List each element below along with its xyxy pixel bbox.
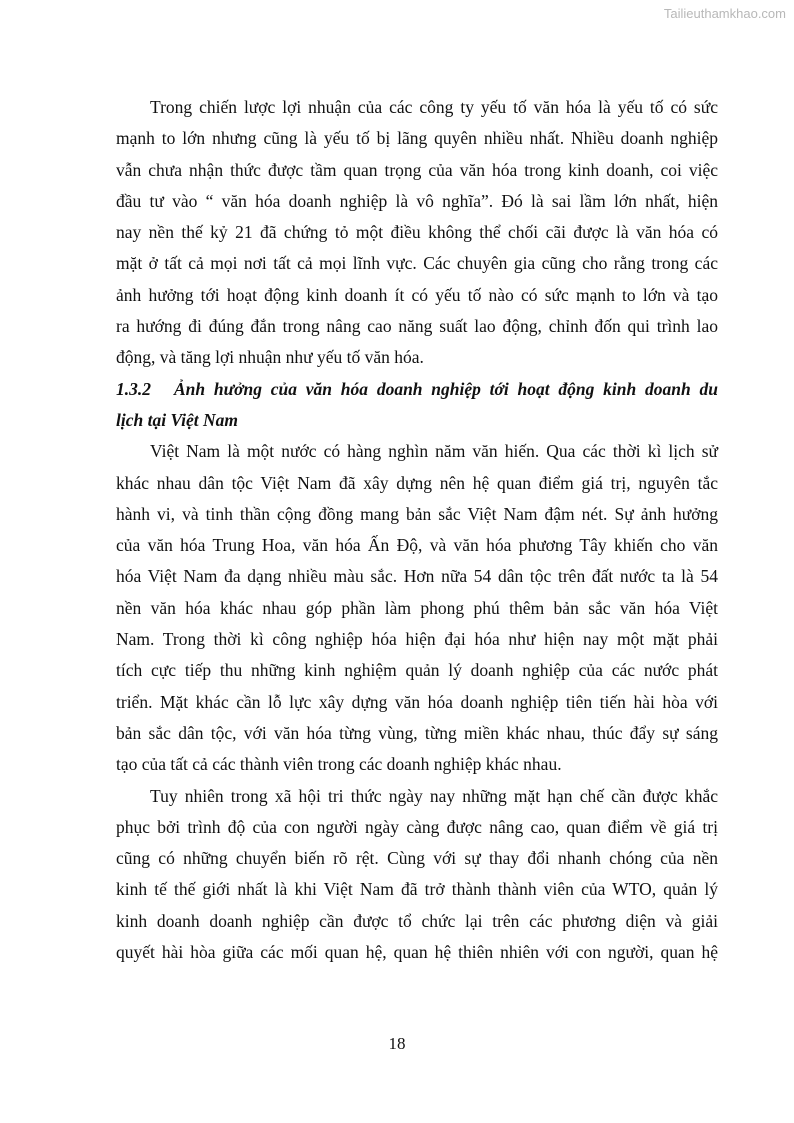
- text-line: nền văn hóa khác nhau góp phần làm phong phú thêm bản sắc văn hóa Việt: [116, 597, 718, 618]
- text-line: hóa Việt Nam đa dạng nhiều màu sắc. Hơn nữa 54 dân tộc trên đất nước ta là 54: [116, 566, 718, 587]
- text-line: đầu tư vào “ văn hóa doanh nghiệp là vô nghĩa”. Đó là sai lầm lớn nhất, hiện: [116, 190, 718, 211]
- text-line: cũng có những chuyển biến rõ rệt. Cùng với sự thay đổi nhanh chóng của nền: [116, 848, 718, 869]
- text-line: khác nhau dân tộc Việt Nam đã xây dựng nên hệ quan điểm giá trị, nguyên tắc: [116, 472, 718, 493]
- text-line: Việt Nam là một nước có hàng nghìn năm văn hiến. Qua các thời kì lịch sử: [150, 441, 718, 462]
- text-line: vẫn chưa nhận thức được tầm quan trọng của văn hóa trong kinh doanh, coi việc: [116, 159, 718, 180]
- section-heading: [116, 374, 718, 437]
- text-line: Trong chiến lược lợi nhuận của các công ty yếu tố văn hóa là yếu tố có sức: [150, 97, 718, 117]
- page-number: 18: [388, 1034, 406, 1053]
- paragraph-1: [116, 92, 718, 374]
- text-line: Tuy nhiên trong xã hội tri thức ngày nay những mặt hạn chế cần được khắc: [150, 785, 718, 806]
- text-line: kinh doanh doanh nghiệp cần được tổ chức lại trên các phương diện và giải: [116, 910, 718, 931]
- text-line: tích cực tiếp thu những kinh nghiệm quản lý doanh nghiệp của các nước phát: [116, 660, 718, 681]
- text-line: nay nền thế kỷ 21 đã chứng tỏ một điều không thể chối cãi được là văn hóa có: [116, 222, 718, 243]
- text-line: tạo của tất cả các thành viên trong các doanh nghiệp khác nhau.: [116, 754, 562, 775]
- text-line: phục bởi trình độ của con người ngày càng được nâng cao, quan điểm về giá trị: [116, 816, 718, 837]
- text-line: bản sắc dân tộc, với văn hóa từng vùng, từng miền khác nhau, thúc đẩy sự sáng: [116, 722, 718, 743]
- text-line: Nam. Trong thời kì công nghiệp hóa hiện đại hóa như hiện nay một mặt phải: [116, 629, 718, 650]
- section-title: Ảnh hưởng của văn hóa doanh nghiệp tới hoạt động kinh doanh du: [174, 378, 718, 399]
- text-line: của văn hóa Trung Hoa, văn hóa Ấn Độ, và văn hóa phương Tây khiến cho văn: [116, 535, 718, 556]
- section-number: 1.3.2: [116, 378, 151, 399]
- heading-line: lịch tại Việt Nam: [116, 409, 239, 430]
- text-line: ảnh hưởng tới hoạt động kinh doanh ít có yếu tố nào có sức mạnh to lớn và tạo: [116, 284, 718, 305]
- text-line: động, và tăng lợi nhuận như yếu tố văn hóa.: [116, 347, 424, 368]
- text-line: ra hướng đi đúng đắn trong nâng cao năng suất lao động, chỉnh đốn qui trình lao: [116, 316, 718, 337]
- text-line: hành vi, và tinh thần cộng đồng mang bản sắc Việt Nam đậm nét. Sự ảnh hưởng: [116, 503, 718, 524]
- text-line: quyết hài hòa giữa các mối quan hệ, quan hệ thiên nhiên với con người, quan hệ: [116, 942, 718, 963]
- text-line: triển. Mặt khác cần lỗ lực xây dựng văn hóa doanh nghiệp tiên tiến hài hòa với: [116, 691, 718, 712]
- paragraph-3: [116, 781, 718, 969]
- paragraph-2: [116, 436, 718, 780]
- document-body: [116, 92, 718, 968]
- heading-line: [116, 374, 718, 405]
- text-line: mạnh to lớn nhưng cũng là yếu tố bị lãng quyên nhiều nhất. Nhiều doanh nghiệp: [116, 128, 718, 149]
- text-line: kinh tế thế giới nhất là khi Việt Nam đã trở thành thành viên của WTO, quản lý: [116, 879, 718, 900]
- watermark: Tailieuthamkhao.com: [663, 6, 786, 21]
- text-line: mặt ở tất cả mọi nơi tất cả mọi lĩnh vực. Các chuyên gia cũng cho rằng trong các: [116, 253, 718, 274]
